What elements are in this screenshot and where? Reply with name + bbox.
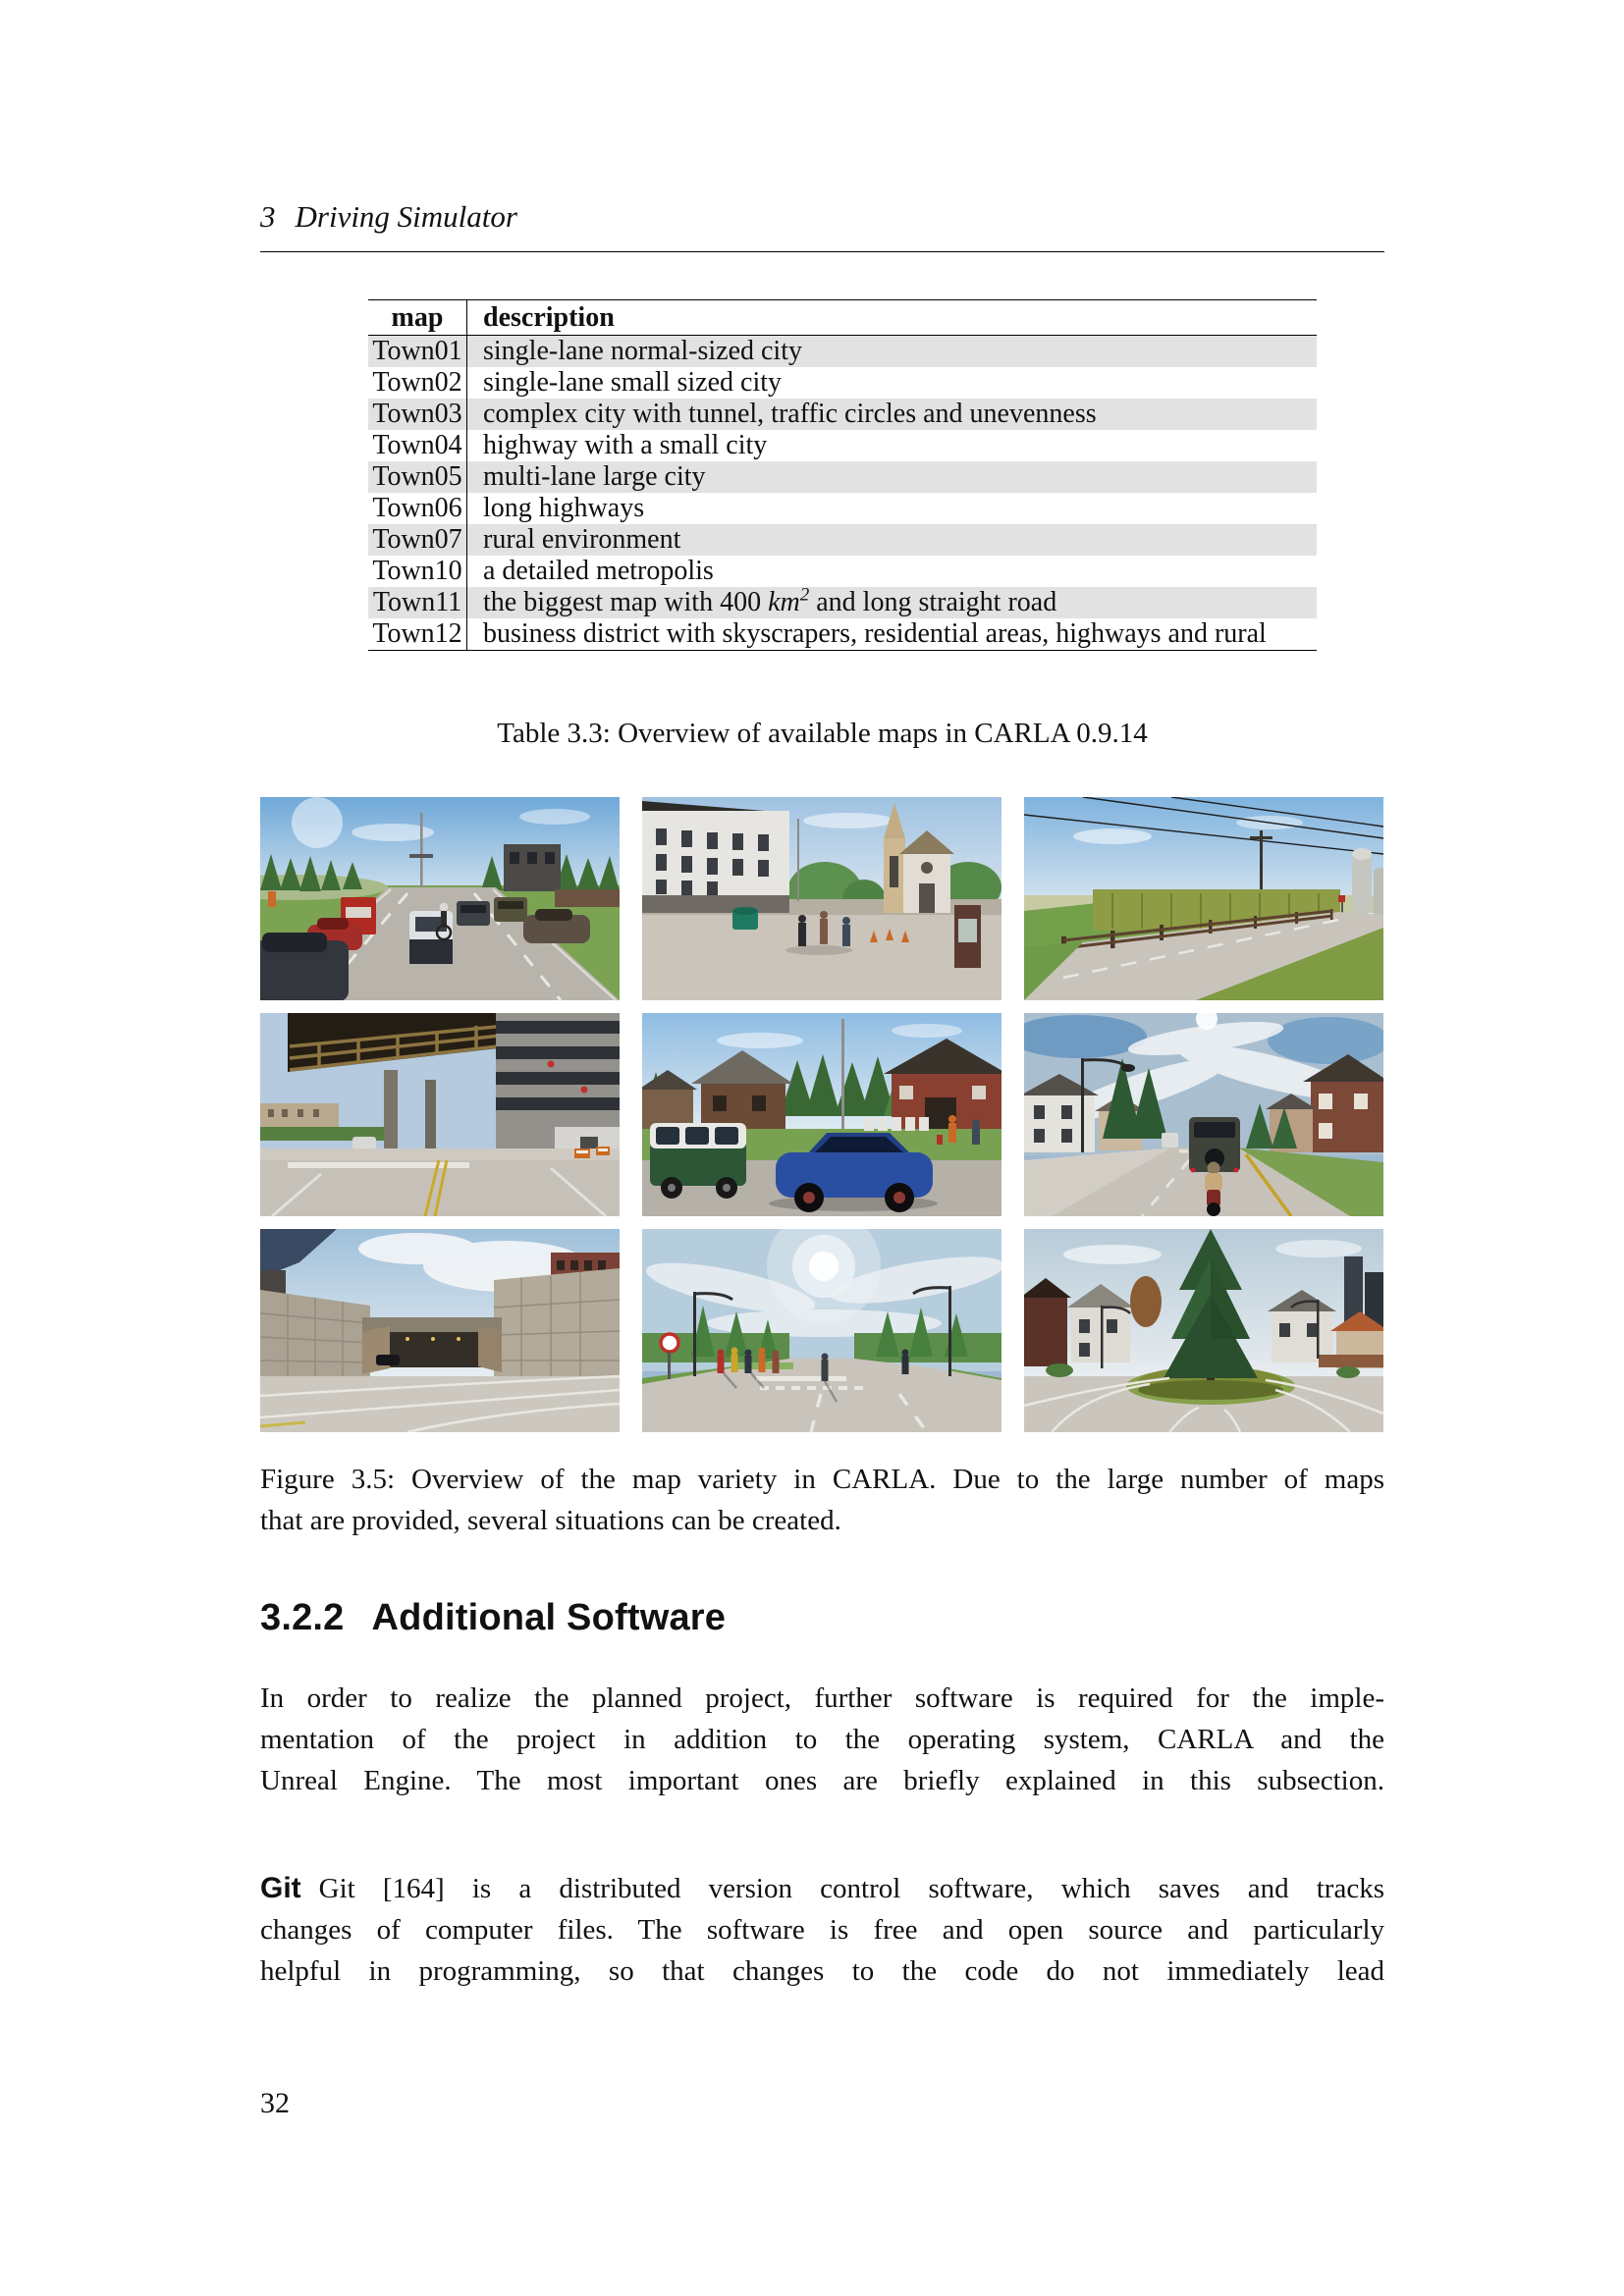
paragraph-line bbox=[260, 1868, 1384, 1909]
map-screenshot-urban-traffic bbox=[260, 797, 620, 1000]
chapter-number: 3 bbox=[260, 199, 276, 234]
rural-road-image bbox=[1024, 797, 1383, 1000]
cell-description: multi-lane large city bbox=[483, 461, 706, 492]
paragraph-line: changes of computer files. The software is free and open source and particularly bbox=[260, 1914, 1384, 1946]
maps-table bbox=[368, 299, 1317, 651]
table-row bbox=[368, 367, 1317, 399]
cell-map: Town12 bbox=[368, 618, 467, 651]
unit-superscript: 2 bbox=[799, 584, 810, 606]
paragraph-line: helpful in programming, so that changes to the code do not immediately lead bbox=[260, 1955, 1384, 1987]
cell-description: a detailed metropolis bbox=[483, 556, 714, 586]
paragraph-line: mentation of the project in addition to the operating system, CARLA and the bbox=[260, 1724, 1384, 1755]
table-row bbox=[368, 587, 1317, 618]
table-row bbox=[368, 461, 1317, 493]
cell-map: Town06 bbox=[368, 493, 467, 524]
map-screenshot-church-square bbox=[642, 797, 1001, 1000]
git-term: Git bbox=[260, 1872, 301, 1904]
git-line-text: Git [164] is a distributed version control software, which saves and tracks bbox=[318, 1873, 1384, 1904]
paragraph-line: In order to realize the planned project, further software is required for the imple- bbox=[260, 1682, 1384, 1714]
table-row bbox=[368, 493, 1317, 524]
cell-description: single-lane small sized city bbox=[483, 367, 783, 398]
cell-map: Town01 bbox=[368, 336, 467, 368]
map-screenshot-tunnel-underpass bbox=[260, 1229, 620, 1432]
urban-traffic-image bbox=[260, 797, 620, 1000]
section-number: 3.2.2 bbox=[260, 1597, 345, 1638]
cell-map: Town02 bbox=[368, 367, 467, 399]
cell-description bbox=[467, 584, 1318, 618]
desc-text: and long straight road bbox=[809, 587, 1057, 617]
table-row bbox=[368, 556, 1317, 587]
cell-description: single-lane normal-sized city bbox=[483, 336, 802, 366]
church-square-image bbox=[642, 797, 1001, 1000]
map-screenshot-village-blue-car bbox=[642, 1013, 1001, 1216]
column-header-map: map bbox=[368, 300, 467, 336]
header-rule bbox=[260, 251, 1384, 252]
cell-map: Town05 bbox=[368, 461, 467, 493]
figure-caption-line: Figure 3.5: Overview of the map variety in CARLA. Due to the large number of maps bbox=[260, 1464, 1384, 1495]
cell-map: Town07 bbox=[368, 524, 467, 556]
intro-paragraph bbox=[260, 1678, 1384, 1801]
cell-description: long highways bbox=[483, 493, 645, 523]
section-heading bbox=[260, 1597, 1384, 1639]
map-screenshot-pedestrian-intersection bbox=[642, 1229, 1001, 1432]
cell-map: Town03 bbox=[368, 399, 467, 430]
motorcyclist-street-image bbox=[1024, 1013, 1383, 1216]
roundabout-image bbox=[1024, 1229, 1383, 1432]
tunnel-underpass-image bbox=[260, 1229, 620, 1432]
table-row bbox=[368, 336, 1317, 368]
cell-map: Town04 bbox=[368, 430, 467, 461]
table-row bbox=[368, 524, 1317, 556]
desc-text: the biggest map with 400 bbox=[483, 587, 769, 617]
chapter-title: Driving Simulator bbox=[295, 199, 517, 234]
cell-description: complex city with tunnel, traffic circles and unevenness bbox=[483, 399, 1097, 429]
map-screenshot-roundabout bbox=[1024, 1229, 1383, 1432]
cell-map: Town11 bbox=[368, 587, 467, 618]
village-blue-car-image bbox=[642, 1013, 1001, 1216]
figure-caption bbox=[260, 1459, 1384, 1541]
map-screenshot-rural-road bbox=[1024, 797, 1383, 1000]
column-header-description: description bbox=[467, 300, 1318, 336]
pedestrian-intersection-image bbox=[642, 1229, 1001, 1432]
figure-caption-line: that are provided, several situations can be created. bbox=[260, 1505, 841, 1536]
cell-description: business district with skyscrapers, residential areas, highways and rural bbox=[483, 618, 1267, 649]
unit-km: km bbox=[768, 587, 800, 617]
elevated-rail-image bbox=[260, 1013, 620, 1216]
table-header-row bbox=[368, 300, 1317, 336]
paragraph-line: Unreal Engine. The most important ones are briefly explained in this subsection. bbox=[260, 1765, 1384, 1796]
running-header bbox=[260, 199, 1384, 235]
page-number: 32 bbox=[260, 2087, 290, 2119]
map-screenshot-motorcyclist-street bbox=[1024, 1013, 1383, 1216]
table-caption: Table 3.3: Overview of available maps in CARLA 0.9.14 bbox=[497, 718, 1148, 749]
figure-grid bbox=[260, 797, 1383, 1432]
cell-description: rural environment bbox=[483, 524, 681, 555]
table-row bbox=[368, 430, 1317, 461]
cell-description: highway with a small city bbox=[483, 430, 768, 460]
git-paragraph bbox=[260, 1868, 1384, 1992]
map-screenshot-elevated-rail bbox=[260, 1013, 620, 1216]
table-row bbox=[368, 618, 1317, 651]
table-row bbox=[368, 399, 1317, 430]
cell-map: Town10 bbox=[368, 556, 467, 587]
section-title: Additional Software bbox=[371, 1597, 727, 1638]
